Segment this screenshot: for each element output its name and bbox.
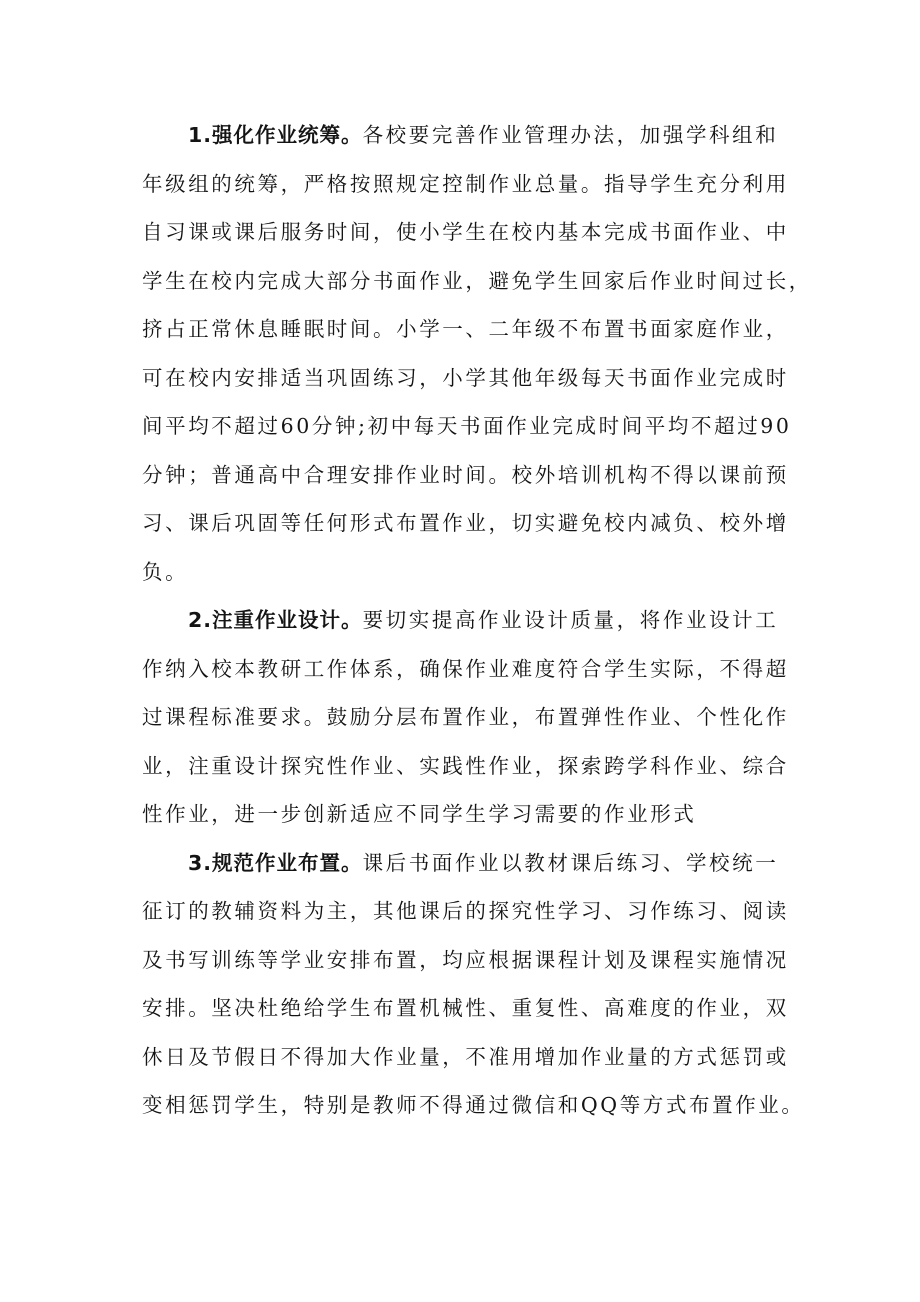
paragraph-1-line-6: 可在校内安排适当巩固练习，小学其他年级每天书面作业完成时 [142, 366, 789, 390]
paragraph-3-text: 课后书面作业以教材课后练习、学校统一 [362, 851, 779, 875]
paragraph-1-text: 各校要完善作业管理办法，加强学科组和 [362, 123, 779, 147]
paragraph-1-line-2: 年级组的统筹，严格按照规定控制作业总量。指导学生充分利用 [142, 172, 789, 196]
paragraph-1-heading: 1.强化作业统筹。 [188, 123, 363, 147]
paragraph-1-line-1 [188, 120, 778, 150]
paragraph-1-line-8: 分钟；普通高中合理安排作业时间。校外培训机构不得以课前预 [142, 463, 789, 487]
paragraph-1-line-7: 间平均不超过60分钟;初中每天书面作业完成时间平均不超过90 [142, 414, 792, 438]
paragraph-3-line-3: 及书写训练等学业安排布置，均应根据课程计划及课程实施情况 [142, 948, 789, 972]
paragraph-2-line-2: 作纳入校本教研工作体系，确保作业难度符合学生实际，不得超 [142, 657, 789, 681]
paragraph-3-line-6: 变相惩罚学生，特别是教师不得通过微信和QQ等方式布置作业。 [142, 1093, 805, 1117]
paragraph-3-line-2: 征订的教辅资料为主，其他课后的探究性学习、习作练习、阅读 [142, 899, 789, 923]
paragraph-1-line-3: 自习课或课后服务时间，使小学生在校内基本完成书面作业、中 [142, 220, 789, 244]
paragraph-2-text: 要切实提高作业设计质量，将作业设计工 [362, 608, 779, 632]
paragraph-1-line-9: 习、课后巩固等任何形式布置作业，切实避免校内减负、校外增 [142, 511, 789, 535]
paragraph-2-line-1 [188, 605, 778, 635]
paragraph-3-line-4: 安排。坚决杜绝给学生布置机械性、重复性、高难度的作业，双 [142, 996, 789, 1020]
paragraph-1-line-10: 负。 [142, 560, 189, 584]
paragraph-2-line-5: 性作业，进一步创新适应不同学生学习需要的作业形式 [142, 802, 697, 826]
paragraph-1-line-5: 挤占正常休息睡眠时间。小学一、二年级不布置书面家庭作业， [142, 317, 789, 341]
paragraph-2-heading: 2.注重作业设计。 [188, 608, 363, 632]
paragraph-3-line-1 [188, 848, 778, 878]
paragraph-1-line-4: 学生在校内完成大部分书面作业，避免学生回家后作业时间过长， [142, 269, 812, 293]
paragraph-2-line-4: 业，注重设计探究性作业、实践性作业，探索跨学科作业、综合 [142, 754, 789, 778]
paragraph-2-line-3: 过课程标准要求。鼓励分层布置作业，布置弹性作业、个性化作 [142, 705, 789, 729]
paragraph-3-heading: 3.规范作业布置。 [188, 851, 363, 875]
paragraph-3-line-5: 休日及节假日不得加大作业量，不准用增加作业量的方式惩罚或 [142, 1045, 789, 1069]
